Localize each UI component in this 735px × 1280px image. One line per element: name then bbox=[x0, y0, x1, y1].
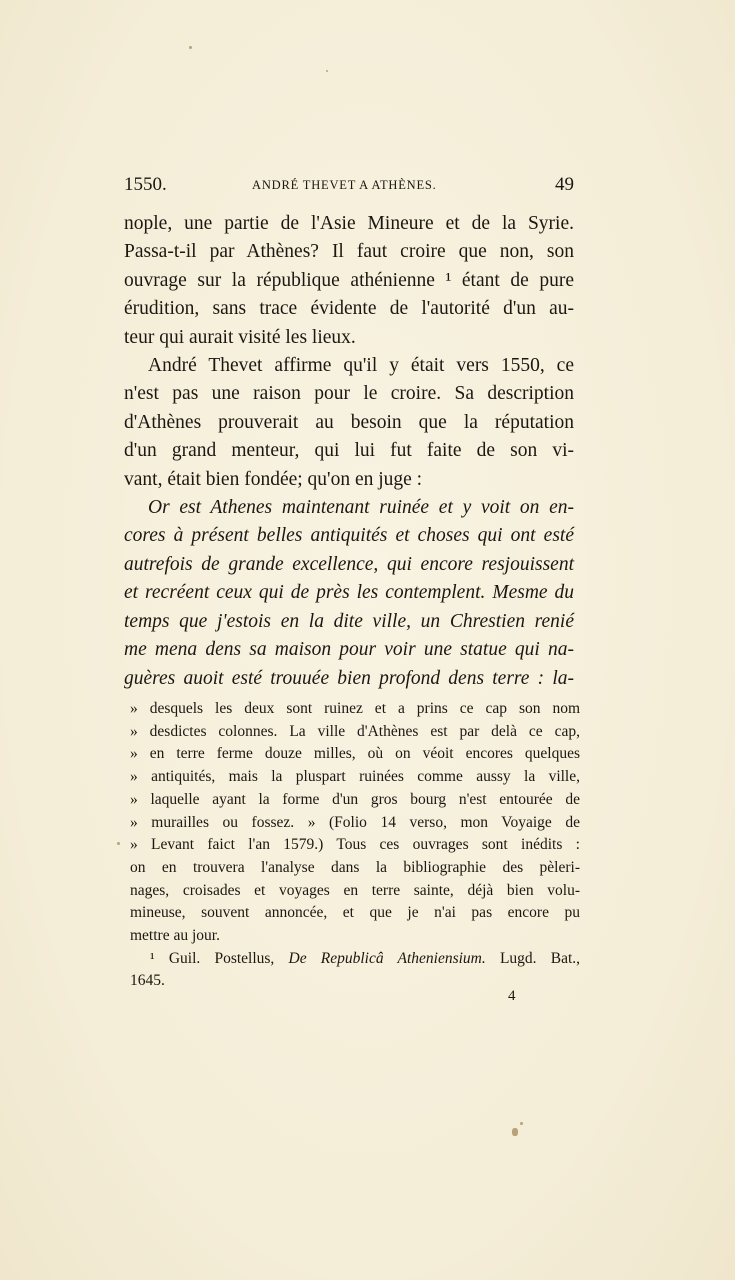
footnote-ref-suffix: Lugd. Bat., bbox=[485, 949, 581, 967]
body-line: ouvrage sur la république athénienne ¹ étant de pure bbox=[124, 269, 574, 291]
footnote-line: » desquels les deux sont ruinez et a prins ce cap son nom bbox=[130, 700, 580, 717]
footnote-line: nages, croisades et voyages en terre sainte, déjà bien volu- bbox=[130, 881, 580, 899]
footnote-line: » antiquités, mais la pluspart ruinées comme aussy la ville, bbox=[130, 768, 580, 786]
quote-line: me mena dens sa maison pour voir une statue qui na- bbox=[124, 639, 574, 661]
quotation-block bbox=[124, 494, 574, 693]
body-line: vant, était bien fondée; qu'on en juge : bbox=[124, 468, 423, 490]
body-line: d'un grand menteur, qui lui fut faite de son vi- bbox=[124, 440, 574, 462]
footnote-reference-year: 1645. bbox=[130, 972, 165, 990]
paper-speck bbox=[512, 1128, 518, 1136]
header-title: ANDRÉ THEVET A ATHÈNES. bbox=[252, 178, 437, 192]
body-line: n'est pas une raison pour le croire. Sa description bbox=[124, 383, 574, 405]
main-text bbox=[124, 210, 574, 693]
quote-line: Or est Athenes maintenant ruinée et y voit on en- bbox=[148, 497, 574, 519]
running-header bbox=[124, 174, 574, 200]
footnote-line: » laquelle ayant la forme d'un gros bourg n'est entourée de bbox=[130, 790, 580, 808]
body-line: d'Athènes prouverait au besoin que la réputation bbox=[124, 411, 574, 433]
footnote-line: mineuse, souvent annoncée, et que je n'ai pas encore pu bbox=[130, 904, 580, 922]
signature-mark: 4 bbox=[508, 988, 516, 1004]
quote-line: guères auoit esté trouuée bien profond dens terre : la- bbox=[124, 667, 574, 689]
body-line: nople, une partie de l'Asie Mineure et de la Syrie. bbox=[124, 213, 574, 234]
paper-speck bbox=[520, 1122, 523, 1125]
footnote-line: » en terre ferme douze milles, où on véoit encores quelques bbox=[130, 745, 580, 763]
page-number: 49 bbox=[555, 174, 574, 195]
footnote-line: » murailles ou fossez. » (Folio 14 verso, mon Voyaige de bbox=[130, 813, 580, 831]
quote-line: cores à présent belles antiquités et choses qui ont esté bbox=[124, 525, 574, 547]
footnote-ref-title: De Republicâ Atheniensium. bbox=[288, 949, 486, 967]
body-line: érudition, sans trace évidente de l'autorité d'un au- bbox=[124, 298, 574, 320]
body-line: Passa-t-il par Athènes? Il faut croire que non, son bbox=[124, 241, 574, 263]
footnote-line: on en trouvera l'analyse dans la bibliographie des pèleri- bbox=[130, 858, 580, 876]
footnote-line: mettre au jour. bbox=[130, 927, 220, 945]
paper-speck bbox=[117, 842, 120, 845]
footnote-ref-prefix: ¹ Guil. Postellus, bbox=[150, 949, 289, 967]
quote-line: et recréent ceux qui de près les contemplent. Mesme du bbox=[124, 582, 574, 604]
body-line: teur qui aurait visité les lieux. bbox=[124, 326, 356, 348]
quote-line: temps que j'estois en la dite ville, un Chrestien renié bbox=[124, 610, 574, 632]
paper-speck bbox=[326, 70, 328, 72]
header-year: 1550. bbox=[124, 174, 167, 195]
body-line: André Thevet affirme qu'il y était vers 1550, ce bbox=[148, 355, 574, 377]
quote-line: autrefois de grande excellence, qui encore resjouissent bbox=[124, 553, 574, 575]
footnote-line: » desdictes colonnes. La ville d'Athènes est par delà ce cap, bbox=[130, 722, 580, 740]
footnote-reference bbox=[130, 948, 580, 971]
paper-speck bbox=[189, 46, 192, 49]
footnote-line: » Levant faict l'an 1579.) Tous ces ouvrages sont inédits : bbox=[130, 836, 580, 854]
footnotes bbox=[130, 698, 580, 993]
